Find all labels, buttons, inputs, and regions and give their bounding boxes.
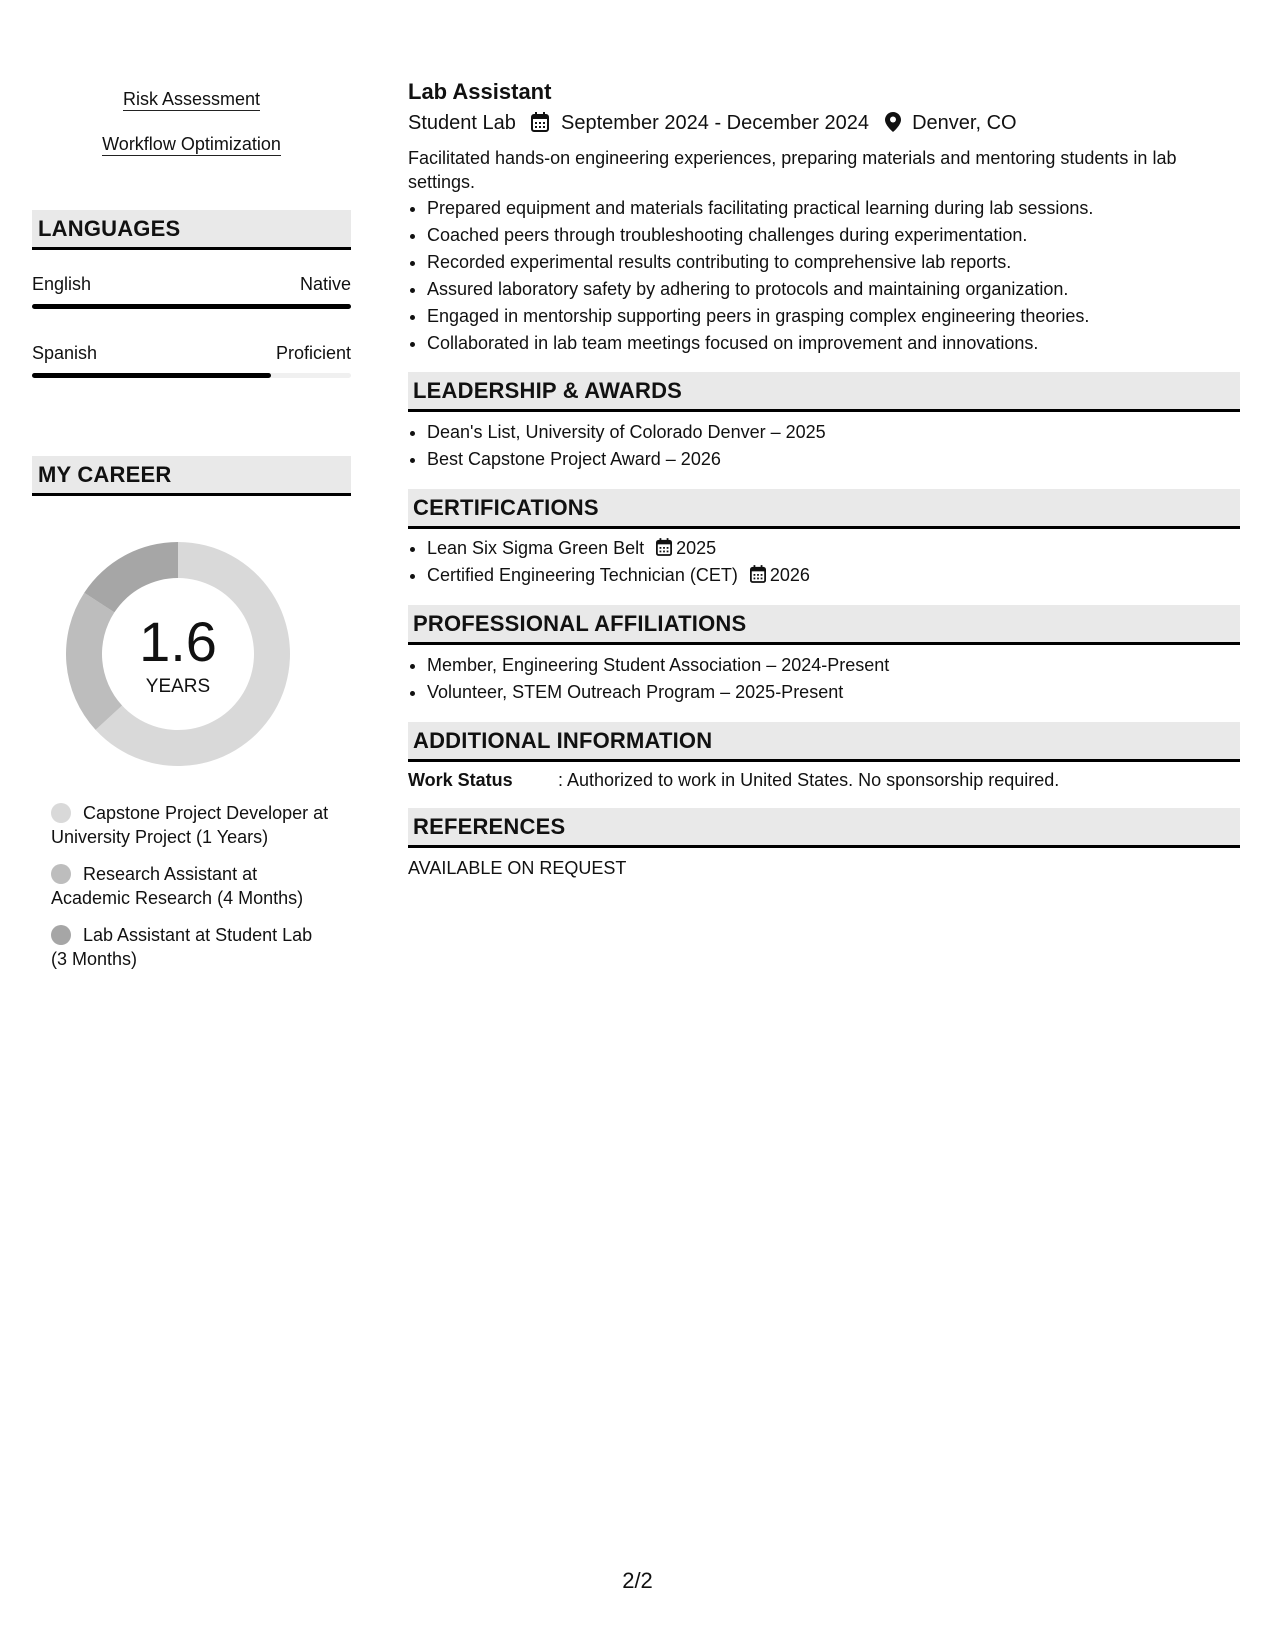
language-level: Proficient [275,343,351,363]
list-item: • Engaged in mentorship supporting peers in grasping complex engineering theories. [427,303,1093,330]
location-pin-icon [885,112,901,132]
job-bullets [408,195,1093,357]
language-bar-fill [32,304,351,309]
language-name: English [32,274,92,294]
legend-dot [51,803,71,823]
list-item: • Recorded experimental results contributing to comprehensive lab reports. [427,249,1093,276]
job-meta [408,110,1017,136]
references-text: AVAILABLE ON REQUEST [408,858,627,878]
language-level: Native [299,274,351,294]
skill-item: Risk Assessment [122,89,261,109]
calendar-icon [531,112,549,132]
job-dates: September 2024 - December 2024 [561,112,869,134]
list-item: • Volunteer, STEM Outreach Program – 2025-Present [427,679,889,706]
career-total-value: 1.6 [139,610,217,673]
career-total-unit: YEARS [145,676,211,697]
list-item: • Prepared equipment and materials facilitating practical learning during lab sessions. [427,195,1093,222]
awards-list [408,419,826,473]
list-item: • Member, Engineering Student Association – 2024-Present [427,652,889,679]
affiliations-heading: PROFESSIONAL AFFILIATIONS [408,605,1240,645]
career-donut-chart [66,542,290,766]
legend-dot [51,925,71,945]
references-heading: REFERENCES [408,808,1240,848]
page-number: 2/2 [622,1568,653,1593]
list-item: • Assured laboratory safety by adhering to protocols and maintaining organization. [427,276,1093,303]
list-item: • Collaborated in lab team meetings focused on improvement and innovations. [427,330,1093,357]
career-heading: MY CAREER [32,456,351,496]
list-item: • Dean's List, University of Colorado Denver – 2025 [427,419,826,446]
career-legend-item: Lab Assistant at Student Lab (3 Months) [51,925,313,969]
certifications-list [408,535,810,589]
legend-dot [51,864,71,884]
language-row [32,273,351,295]
list-item: • Lean Six Sigma Green Belt 2025 [427,535,810,562]
job-summary: Facilitated hands-on engineering experiences, preparing materials and mentoring students in lab settings. [408,148,1177,192]
awards-heading: LEADERSHIP & AWARDS [408,372,1240,412]
career-legend-item: Capstone Project Developer at University Project (1 Years) [51,803,329,847]
calendar-icon [656,538,672,556]
work-status-label: Work Status [408,770,513,790]
work-status-value: : Authorized to work in United States. No sponsorship required. [558,770,1060,790]
language-row [32,342,351,364]
job-title: Lab Assistant [408,79,552,104]
job-location: Denver, CO [912,112,1017,134]
list-item: • Coached peers through troubleshooting challenges during experimentation. [427,222,1093,249]
language-bar [32,304,351,309]
list-item: • Best Capstone Project Award – 2026 [427,446,826,473]
job-company: Student Lab [408,112,516,134]
calendar-icon [750,565,766,583]
career-legend-item: Research Assistant at Academic Research (4 Months) [51,864,304,908]
languages-heading: LANGUAGES [32,210,351,250]
certifications-heading: CERTIFICATIONS [408,489,1240,529]
language-bar [32,373,351,378]
donut-slice [84,542,178,612]
skill-item: Workflow Optimization [102,134,281,154]
language-name: Spanish [32,343,98,363]
affiliations-list [408,652,889,706]
language-bar-fill [32,373,271,378]
list-item: • Certified Engineering Technician (CET) 2026 [427,562,810,589]
additional-info-heading: ADDITIONAL INFORMATION [408,722,1240,762]
